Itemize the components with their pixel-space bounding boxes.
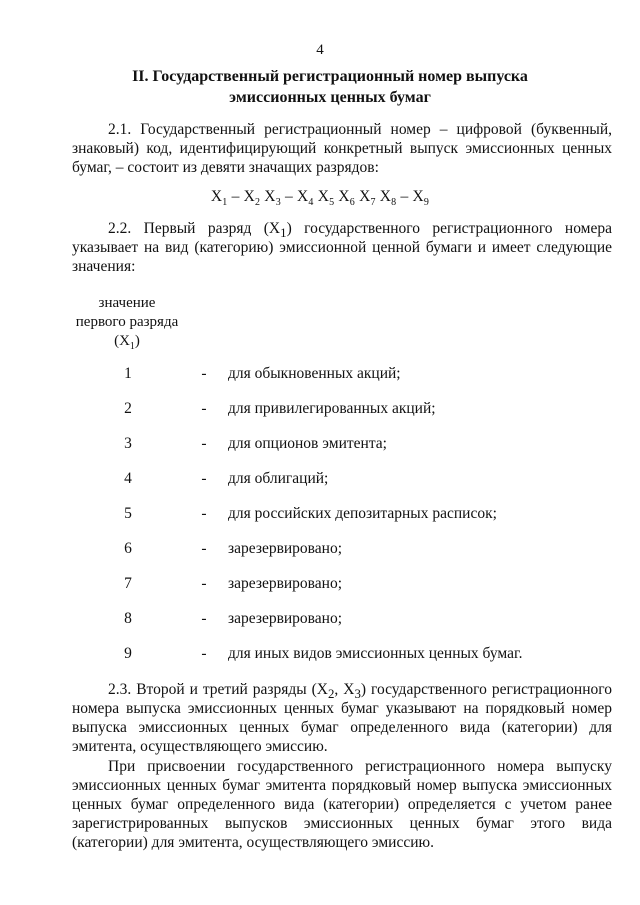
- row-dash: -: [201, 365, 207, 382]
- formula-subscript: 9: [423, 197, 430, 209]
- row-dash: -: [201, 540, 207, 557]
- formula-digit-6: $X_6$: [338, 188, 355, 209]
- value-row: [0, 400, 640, 420]
- formula-digit-5: $X_5$: [317, 188, 335, 209]
- paragraph-2-2-sub: 1: [280, 225, 287, 241]
- paragraph-2-2: [72, 219, 612, 276]
- row-dash: -: [201, 610, 207, 627]
- row-dash: -: [201, 575, 207, 592]
- section-title-line-2: эмиссионных ценных бумаг: [229, 89, 431, 106]
- paragraph-2-3-sub-1: 2: [327, 686, 335, 702]
- column-header-line-3-before: (X: [114, 333, 130, 349]
- row-value: 4: [124, 470, 132, 487]
- value-row: [0, 645, 640, 665]
- value-row: [0, 505, 640, 525]
- formula-digit-4: $X_4$: [297, 188, 314, 209]
- formula-dash: –: [280, 188, 298, 205]
- formula-digit-3: $X_3$: [264, 188, 281, 209]
- value-row: [0, 470, 640, 490]
- row-value: 6: [124, 540, 132, 557]
- value-row: [0, 540, 640, 560]
- row-dash: -: [201, 470, 207, 487]
- row-value: 3: [124, 435, 132, 452]
- paragraph-2-3-continued: При присвоении государственного регистрационного номера выпуску эмиссионных ценных бумаг эмитента порядковый номер выпуска эмиссионных ценных бумаг определенного вида (категории) определяется с учетом ранее зарегистрированных выпусков эмиссионных ценных бумаг этого вида (категории) для эмитента, осуществляющего эмиссию.: [72, 758, 612, 851]
- row-description: зарезервировано;: [228, 610, 343, 627]
- value-row: [0, 435, 640, 455]
- row-value: 1: [124, 365, 132, 382]
- formula-digit-2: $X_2$: [243, 188, 261, 209]
- paragraph-2-3-mid: , X: [334, 681, 355, 698]
- column-header-line-3-sub: 1: [129, 341, 135, 352]
- row-description: для обыкновенных акций;: [228, 365, 401, 382]
- paragraph-2-3-before: 2.3. Второй и третий разряды (X: [108, 681, 328, 698]
- formula-subscript: 6: [349, 197, 355, 209]
- row-description: для опционов эмитента;: [228, 435, 387, 452]
- formula-subscript: 8: [391, 197, 397, 209]
- column-header-line-3-after: ): [134, 333, 140, 349]
- formula-digit-8: $X_8$: [379, 188, 397, 209]
- row-description: для российских депозитарных расписок;: [228, 505, 497, 522]
- formula-subscript: 3: [275, 197, 281, 209]
- formula-subscript: 1: [222, 197, 228, 209]
- page-number: 4: [316, 42, 324, 58]
- row-dash: -: [201, 645, 207, 662]
- row-description: зарезервировано;: [228, 540, 343, 557]
- formula-dash: –: [227, 188, 244, 205]
- formula-digit-1: $X_1$: [210, 188, 228, 209]
- paragraph-2-3: [72, 680, 612, 756]
- formula-subscript: 5: [329, 197, 335, 209]
- row-description: для облигаций;: [228, 470, 329, 487]
- value-row: [0, 575, 640, 595]
- formula-subscript: 2: [255, 197, 261, 209]
- value-column-header: [64, 294, 190, 351]
- row-description: для иных видов эмиссионных ценных бумаг.: [228, 645, 523, 662]
- formula-subscript: 4: [308, 197, 314, 209]
- row-dash: -: [201, 400, 207, 417]
- paragraph-2-2-before: 2.2. Первый разряд (X: [108, 220, 281, 237]
- section-title: [80, 66, 580, 108]
- column-header-line-3: [64, 332, 190, 351]
- row-value: 7: [124, 575, 132, 592]
- column-header-line-1: значение: [98, 295, 156, 311]
- paragraph-2-2-after: ) государственного регистрационного номера указывает на вид (категорию) эмиссионной ценной бумаги и имеет следующие значения:: [72, 220, 612, 275]
- formula-dash: –: [396, 188, 413, 205]
- paragraph-2-3-sub-2: 3: [354, 686, 361, 702]
- formula-digit-7: $X_7$: [359, 188, 376, 209]
- row-description: для привилегированных акций;: [228, 400, 436, 417]
- paragraph-2-1: 2.1. Государственный регистрационный номер – цифровой (буквенный, знаковый) код, идентифицирующий конкретный выпуск эмиссионных ценных бумаг, – состоит из девяти значащих разрядов:: [72, 121, 612, 176]
- row-value: 2: [124, 400, 132, 417]
- row-value: 5: [124, 505, 132, 522]
- registration-number-formula: [0, 188, 640, 209]
- formula-subscript: 7: [370, 197, 376, 209]
- row-dash: -: [201, 505, 207, 522]
- value-row: [0, 365, 640, 385]
- row-value: 8: [124, 610, 132, 627]
- row-description: зарезервировано;: [228, 575, 343, 592]
- value-row: [0, 610, 640, 630]
- column-header-line-2: первого разряда: [75, 314, 179, 330]
- row-dash: -: [201, 435, 207, 452]
- paragraph-2-3-after: ) государственного регистрационного номера выпуска эмиссионных ценных бумаг указывают на порядковый номер выпуска эмиссионных ценных бумаг определенного вида (категории) для эмитента, осуществляющего эмиссию.: [72, 681, 612, 755]
- formula-digit-9: $X_9$: [412, 188, 430, 209]
- row-value: 9: [124, 645, 132, 662]
- section-title-line-1: II. Государственный регистрационный номер выпуска: [132, 68, 528, 85]
